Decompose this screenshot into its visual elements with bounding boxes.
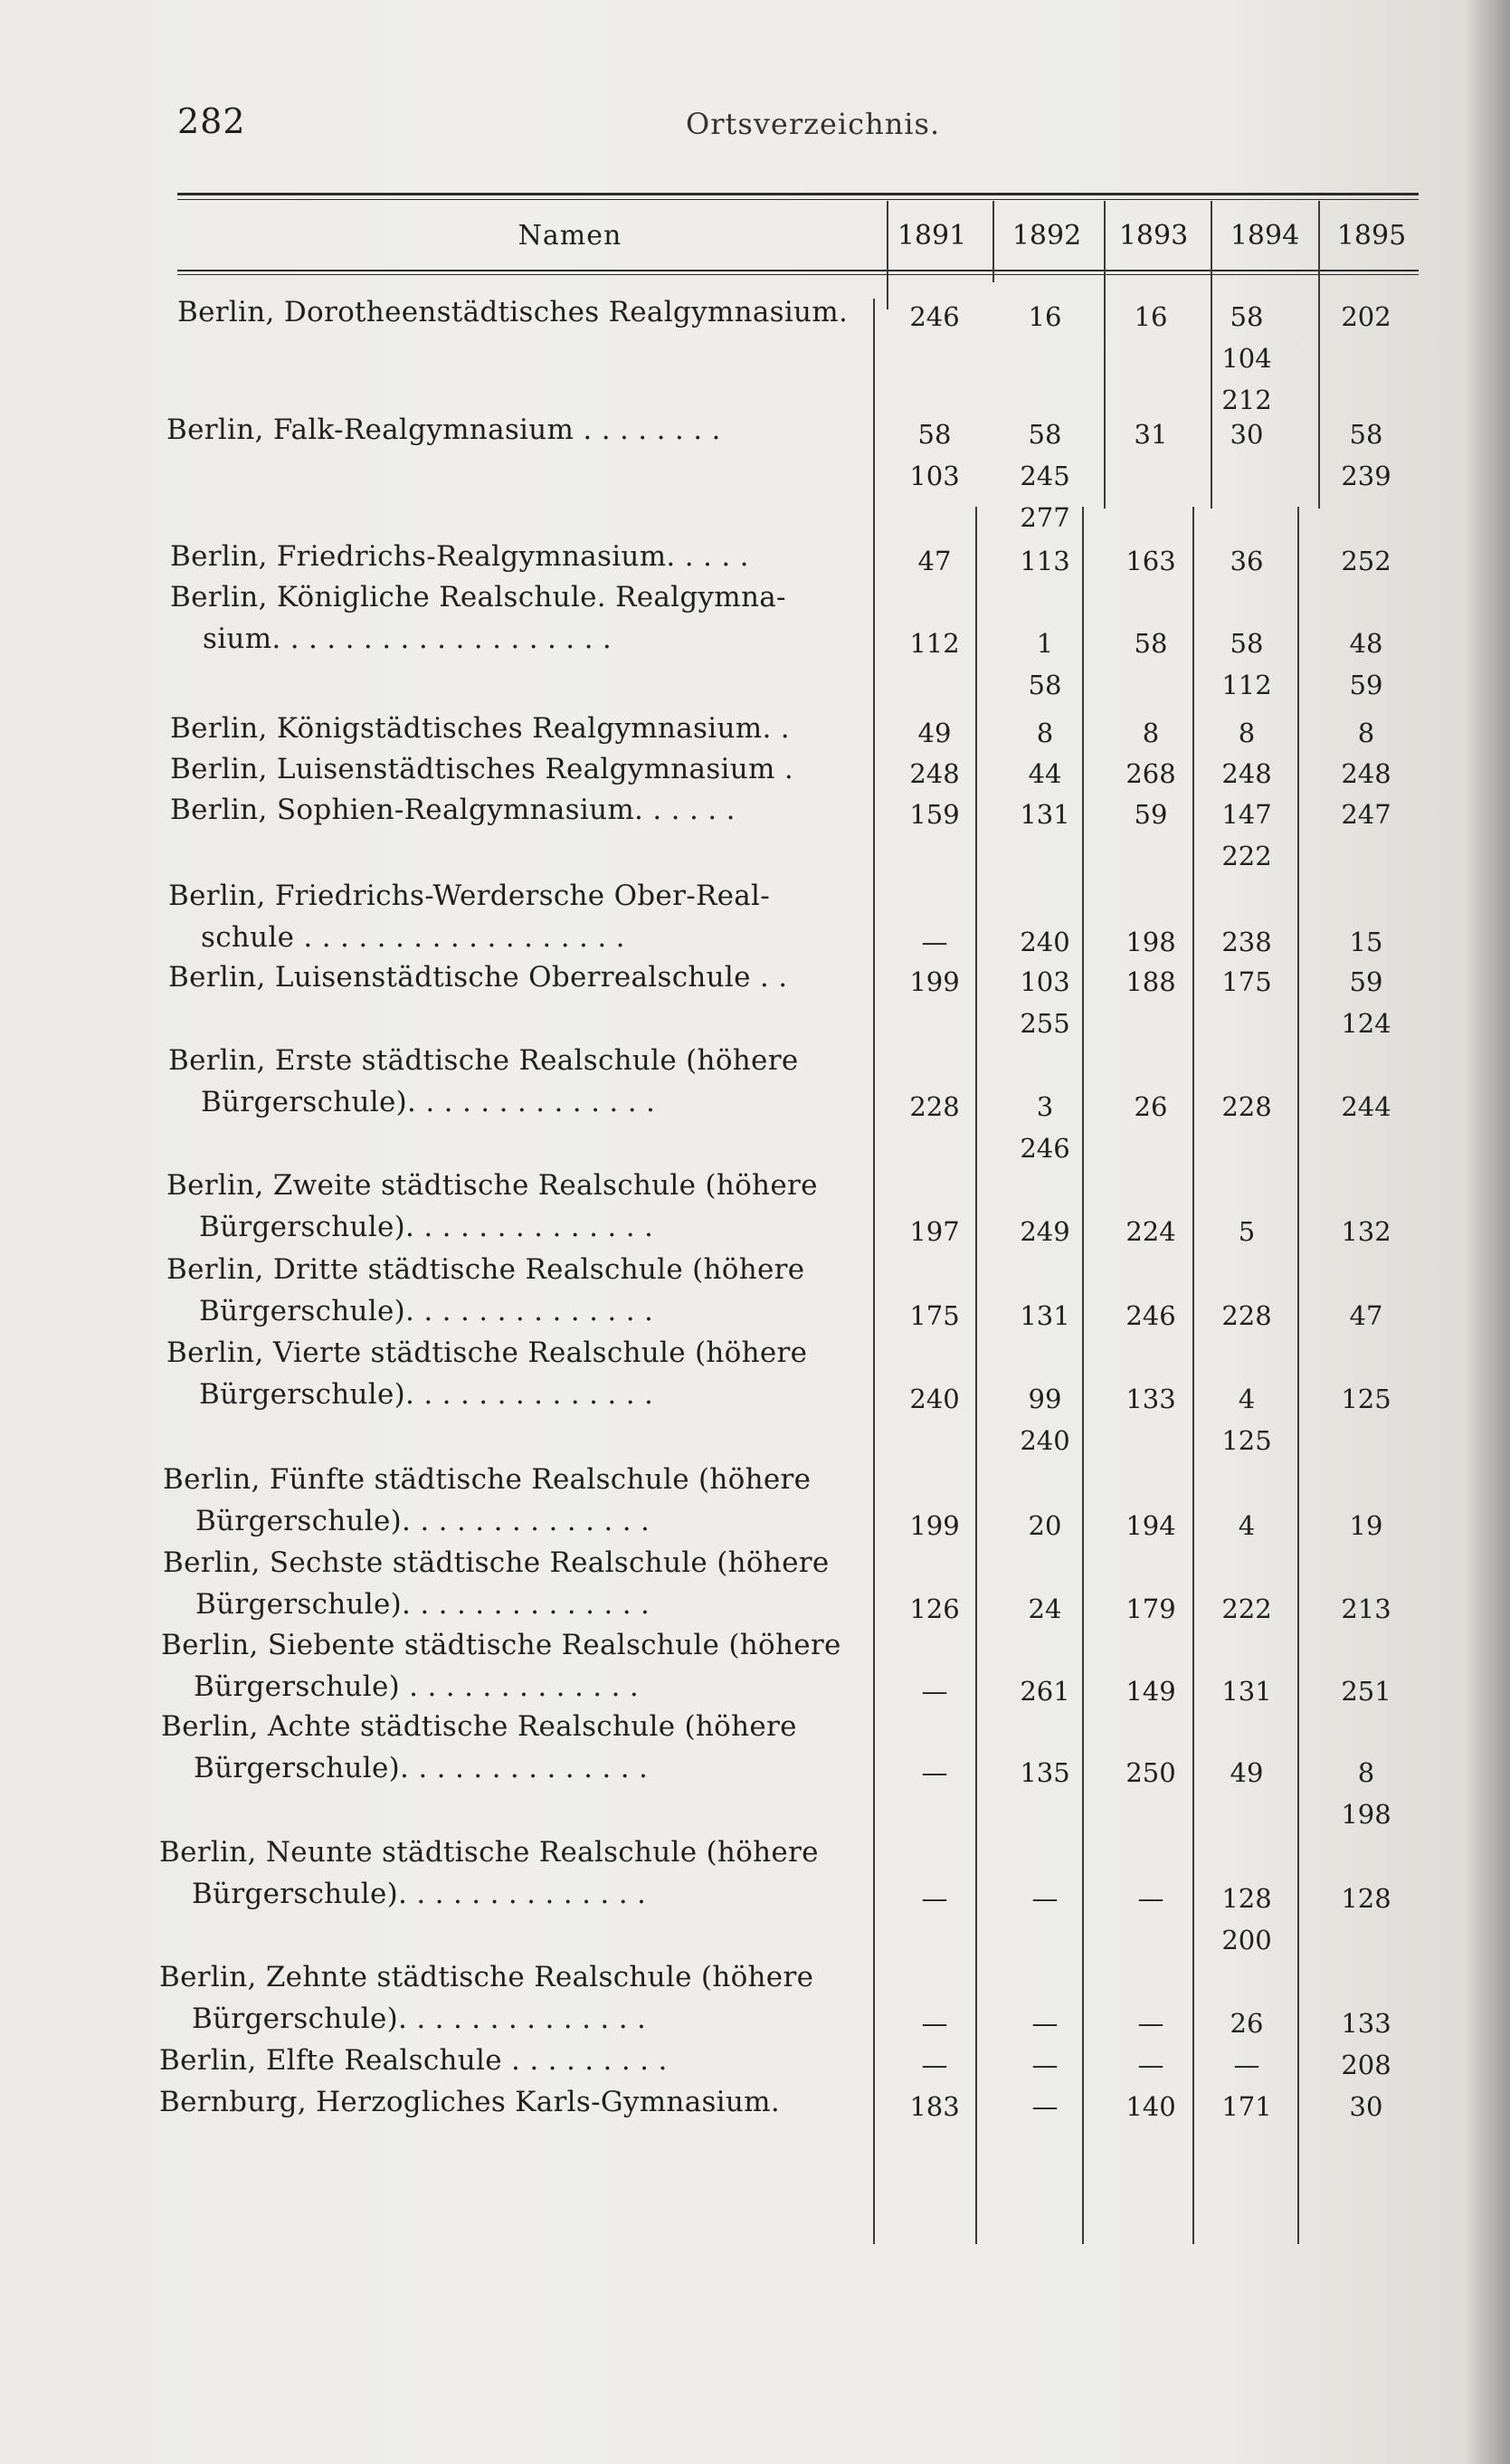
table-row-name: Berlin, Falk-Realgymnasium . . . . . . . . bbox=[166, 414, 721, 446]
table-row-name: Berlin, Elfte Realschule . . . . . . . . . bbox=[159, 2044, 668, 2077]
table-cell-1892: 240 bbox=[1020, 1425, 1070, 1456]
table-cell-1891: 199 bbox=[909, 1510, 960, 1541]
column-separator bbox=[873, 299, 875, 2244]
table-cell-1892: 277 bbox=[1020, 502, 1070, 533]
table-cell-1892: 20 bbox=[1028, 1510, 1062, 1541]
table-cell-1895: 132 bbox=[1341, 1216, 1391, 1247]
table-cell-1894: — bbox=[1233, 2050, 1260, 2080]
table-cell-1893: — bbox=[1137, 2050, 1164, 2080]
table-cell-1893: 194 bbox=[1125, 1510, 1176, 1541]
table-cell-1892: 113 bbox=[1020, 546, 1070, 576]
table-row-name: Berlin, Sechste städtische Realschule (höhere bbox=[163, 1546, 830, 1579]
table-cell-1891: 248 bbox=[909, 758, 960, 789]
table-cell-1894: 30 bbox=[1230, 419, 1264, 450]
table-cell-1891: 47 bbox=[917, 546, 952, 576]
table-cell-1892: 16 bbox=[1028, 301, 1062, 332]
table-cell-1892: — bbox=[1031, 2091, 1059, 2122]
table-cell-1892: 103 bbox=[1020, 966, 1070, 997]
table-cell-1893: 31 bbox=[1134, 419, 1168, 450]
table-cell-1892: 99 bbox=[1028, 1384, 1062, 1414]
table-cell-1893: 224 bbox=[1125, 1216, 1176, 1247]
table-row-name: Bürgerschule). . . . . . . . . . . . . . bbox=[199, 1295, 654, 1327]
table-row-name: Bürgerschule). . . . . . . . . . . . . . bbox=[195, 1588, 651, 1621]
table-cell-1891: 112 bbox=[909, 628, 960, 659]
table-row-name: Berlin, Friedrichs-Werdersche Ober-Real- bbox=[168, 880, 771, 912]
table-cell-1894: 147 bbox=[1221, 799, 1272, 830]
table-top-rule-thin bbox=[177, 199, 1419, 200]
table-cell-1895: 247 bbox=[1341, 799, 1391, 830]
table-cell-1894: 125 bbox=[1221, 1425, 1272, 1456]
table-row-name: Bernburg, Herzogliches Karls-Gymnasium. bbox=[159, 2086, 781, 2118]
table-cell-1894: 228 bbox=[1221, 1300, 1272, 1331]
column-header-1891: 1891 bbox=[897, 220, 967, 252]
table-top-rule bbox=[177, 193, 1419, 195]
table-cell-1895: 252 bbox=[1341, 546, 1391, 576]
table-row-name: Berlin, Dritte städtische Realschule (höhere bbox=[166, 1253, 805, 1286]
table-cell-1895: 248 bbox=[1341, 758, 1391, 789]
table-cell-1891: — bbox=[921, 2050, 948, 2080]
table-cell-1894: 8 bbox=[1238, 718, 1256, 748]
table-cell-1892: — bbox=[1031, 1883, 1059, 1914]
table-cell-1895: 244 bbox=[1341, 1091, 1391, 1122]
table-cell-1893: 149 bbox=[1125, 1676, 1176, 1707]
table-cell-1893: 268 bbox=[1125, 758, 1176, 789]
table-cell-1893: 58 bbox=[1134, 628, 1168, 659]
table-cell-1894: 5 bbox=[1238, 1216, 1256, 1247]
table-header-rule-thin bbox=[177, 274, 1419, 275]
table-cell-1895: 30 bbox=[1349, 2091, 1383, 2122]
table-cell-1895: 58 bbox=[1349, 419, 1383, 450]
column-separator bbox=[992, 201, 994, 282]
table-cell-1895: 125 bbox=[1341, 1384, 1391, 1414]
table-cell-1894: 175 bbox=[1221, 966, 1272, 997]
table-row-name: Berlin, Neunte städtische Realschule (höhere bbox=[159, 1836, 819, 1869]
table-cell-1895: 8 bbox=[1357, 1757, 1375, 1788]
table-cell-1891: 183 bbox=[909, 2091, 960, 2122]
table-cell-1894: 4 bbox=[1238, 1510, 1256, 1541]
table-cell-1895: 251 bbox=[1341, 1676, 1391, 1707]
table-cell-1891: 126 bbox=[909, 1594, 960, 1624]
table-cell-1895: 124 bbox=[1341, 1008, 1391, 1039]
table-cell-1892: 240 bbox=[1020, 927, 1070, 957]
page-title: Ortsverzeichnis. bbox=[686, 107, 941, 141]
table-cell-1891: 197 bbox=[909, 1216, 960, 1247]
table-row-name: Bürgerschule). . . . . . . . . . . . . . bbox=[199, 1378, 654, 1411]
table-cell-1893: — bbox=[1137, 2008, 1164, 2039]
table-row-name: schule . . . . . . . . . . . . . . . . . . bbox=[201, 921, 625, 954]
table-cell-1895: 15 bbox=[1349, 927, 1383, 957]
table-row-name: Berlin, Sophien-Realgymnasium. . . . . . bbox=[170, 794, 736, 826]
table-cell-1893: 140 bbox=[1125, 2091, 1176, 2122]
table-cell-1891: 199 bbox=[909, 966, 960, 997]
table-cell-1895: 198 bbox=[1341, 1799, 1391, 1830]
table-cell-1892: — bbox=[1031, 2008, 1059, 2039]
table-cell-1895: 213 bbox=[1341, 1594, 1391, 1624]
table-cell-1893: 133 bbox=[1125, 1384, 1176, 1414]
table-cell-1893: 188 bbox=[1125, 966, 1176, 997]
table-cell-1894: 238 bbox=[1221, 927, 1272, 957]
table-cell-1894: 58 bbox=[1230, 628, 1264, 659]
table-row-name: Berlin, Zweite städtische Realschule (höhere bbox=[166, 1169, 818, 1202]
table-cell-1893: 250 bbox=[1125, 1757, 1176, 1788]
table-row-name: Berlin, Siebente städtische Realschule (höhere bbox=[161, 1629, 841, 1661]
table-cell-1895: 128 bbox=[1341, 1883, 1391, 1914]
table-cell-1893: 26 bbox=[1134, 1091, 1168, 1122]
table-cell-1894: 104 bbox=[1221, 343, 1272, 374]
table-row-name: Berlin, Friedrichs-Realgymnasium. . . . . bbox=[170, 540, 749, 573]
table-cell-1891: — bbox=[921, 1757, 948, 1788]
table-cell-1892: — bbox=[1031, 2050, 1059, 2080]
column-header-1895: 1895 bbox=[1336, 220, 1407, 252]
table-cell-1894: 248 bbox=[1221, 758, 1272, 789]
table-cell-1894: 200 bbox=[1221, 1925, 1272, 1955]
table-cell-1892: 249 bbox=[1020, 1216, 1070, 1247]
table-cell-1892: 8 bbox=[1036, 718, 1054, 748]
table-cell-1894: 49 bbox=[1230, 1757, 1264, 1788]
table-cell-1891: 103 bbox=[909, 461, 960, 491]
table-row-name: Bürgerschule). . . . . . . . . . . . . . bbox=[199, 1211, 654, 1243]
table-cell-1892: 131 bbox=[1020, 1300, 1070, 1331]
table-cell-1892: 131 bbox=[1020, 799, 1070, 830]
table-cell-1891: 228 bbox=[909, 1091, 960, 1122]
table-row-name: Berlin, Erste städtische Realschule (höhere bbox=[168, 1044, 799, 1077]
table-cell-1893: 246 bbox=[1125, 1300, 1176, 1331]
table-row-name: Berlin, Königstädtisches Realgymnasium. . bbox=[170, 712, 790, 745]
column-separator bbox=[1318, 201, 1320, 509]
table-cell-1895: 59 bbox=[1349, 670, 1383, 700]
table-cell-1891: 175 bbox=[909, 1300, 960, 1331]
table-cell-1891: 246 bbox=[909, 301, 960, 332]
table-cell-1895: 202 bbox=[1341, 301, 1391, 332]
page-number: 282 bbox=[177, 101, 246, 141]
table-cell-1893: 163 bbox=[1125, 546, 1176, 576]
table-cell-1892: 58 bbox=[1028, 419, 1062, 450]
table-cell-1894: 128 bbox=[1221, 1883, 1272, 1914]
table-cell-1894: 26 bbox=[1230, 2008, 1264, 2039]
table-row-name: Berlin, Zehnte städtische Realschule (höhere bbox=[159, 1961, 814, 1993]
table-header-rule bbox=[177, 270, 1419, 271]
column-header-1894: 1894 bbox=[1230, 220, 1300, 252]
table-cell-1891: — bbox=[921, 1883, 948, 1914]
table-cell-1894: 36 bbox=[1230, 546, 1264, 576]
table-row-name: Berlin, Fünfte städtische Realschule (höhere bbox=[163, 1463, 812, 1496]
table-row-name: Berlin, Dorotheenstädtisches Realgymnasium. bbox=[177, 296, 849, 328]
table-cell-1895: 48 bbox=[1349, 628, 1383, 659]
table-row-name: Berlin, Königliche Realschule. Realgymna- bbox=[170, 581, 786, 614]
table-cell-1891: 240 bbox=[909, 1384, 960, 1414]
table-cell-1892: 245 bbox=[1020, 461, 1070, 491]
table-cell-1892: 3 bbox=[1036, 1091, 1054, 1122]
table-cell-1892: 246 bbox=[1020, 1133, 1070, 1164]
table-row-name: Bürgerschule). . . . . . . . . . . . . . bbox=[201, 1086, 656, 1118]
table-row-name: Berlin, Luisenstädtisches Realgymnasium . bbox=[170, 753, 794, 785]
table-cell-1892: 58 bbox=[1028, 670, 1062, 700]
column-header-1893: 1893 bbox=[1118, 220, 1189, 252]
table-cell-1895: 19 bbox=[1349, 1510, 1383, 1541]
table-cell-1894: 4 bbox=[1238, 1384, 1256, 1414]
table-row-name: Berlin, Achte städtische Realschule (höhere bbox=[161, 1710, 797, 1743]
table-cell-1895: 8 bbox=[1357, 718, 1375, 748]
column-separator bbox=[1104, 201, 1106, 509]
table-cell-1893: 179 bbox=[1125, 1594, 1176, 1624]
column-separator bbox=[1297, 507, 1299, 2244]
table-row-name: Bürgerschule). . . . . . . . . . . . . . bbox=[194, 1752, 649, 1784]
table-cell-1893: — bbox=[1137, 1883, 1164, 1914]
table-cell-1894: 131 bbox=[1221, 1676, 1272, 1707]
table-row-name: sium. . . . . . . . . . . . . . . . . . . bbox=[203, 623, 613, 655]
table-cell-1895: 208 bbox=[1341, 2050, 1391, 2080]
table-row-name: Berlin, Luisenstädtische Oberrealschule . . bbox=[168, 961, 788, 994]
table-cell-1892: 24 bbox=[1028, 1594, 1062, 1624]
table-cell-1892: 255 bbox=[1020, 1008, 1070, 1039]
table-cell-1891: 159 bbox=[909, 799, 960, 830]
table-row-name: Bürgerschule). . . . . . . . . . . . . . bbox=[192, 2003, 647, 2035]
column-separator bbox=[887, 201, 888, 309]
table-row-name: Bürgerschule) . . . . . . . . . . . . . bbox=[194, 1670, 640, 1703]
table-cell-1891: 58 bbox=[917, 419, 952, 450]
table-cell-1891: — bbox=[921, 1676, 948, 1707]
column-header-1892: 1892 bbox=[1011, 220, 1082, 252]
table-cell-1892: 1 bbox=[1036, 628, 1054, 659]
table-row-name: Bürgerschule). . . . . . . . . . . . . . bbox=[192, 1878, 647, 1910]
table-cell-1894: 171 bbox=[1221, 2091, 1272, 2122]
table-cell-1893: 59 bbox=[1134, 799, 1168, 830]
table-cell-1894: 222 bbox=[1221, 1594, 1272, 1624]
table-cell-1892: 135 bbox=[1020, 1757, 1070, 1788]
table-cell-1893: 16 bbox=[1134, 301, 1168, 332]
table-row-name: Berlin, Vierte städtische Realschule (höhere bbox=[166, 1337, 808, 1369]
column-header-namen: Namen bbox=[518, 220, 622, 252]
table-cell-1894: 212 bbox=[1221, 385, 1272, 415]
table-cell-1895: 47 bbox=[1349, 1300, 1383, 1331]
table-cell-1891: — bbox=[921, 927, 948, 957]
table-cell-1894: 222 bbox=[1221, 841, 1272, 871]
table-cell-1891: 49 bbox=[917, 718, 952, 748]
table-row-name: Bürgerschule). . . . . . . . . . . . . . bbox=[195, 1505, 651, 1537]
table-cell-1892: 44 bbox=[1028, 758, 1062, 789]
table-cell-1894: 228 bbox=[1221, 1091, 1272, 1122]
table-cell-1894: 58 bbox=[1230, 301, 1264, 332]
table-cell-1891: — bbox=[921, 2008, 948, 2039]
table-cell-1893: 198 bbox=[1125, 927, 1176, 957]
table-cell-1893: 8 bbox=[1142, 718, 1160, 748]
table-cell-1895: 239 bbox=[1341, 461, 1391, 491]
table-cell-1894: 112 bbox=[1221, 670, 1272, 700]
table-cell-1892: 261 bbox=[1020, 1676, 1070, 1707]
table-cell-1895: 133 bbox=[1341, 2008, 1391, 2039]
table-cell-1895: 59 bbox=[1349, 966, 1383, 997]
